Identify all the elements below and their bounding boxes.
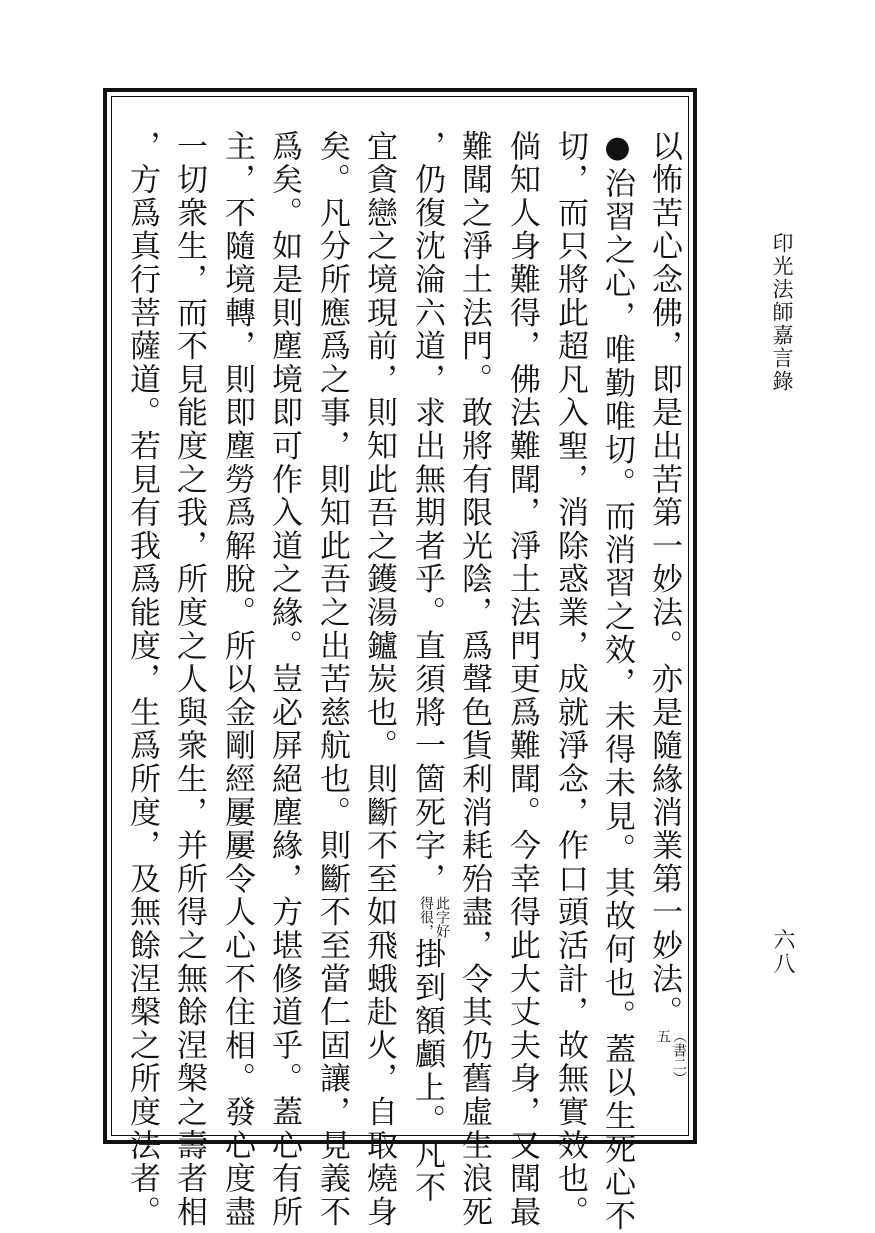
text-column-3 xyxy=(547,130,593,1229)
text-column-4 xyxy=(499,130,545,1229)
text-column-12 xyxy=(119,130,165,1229)
column-text: 一切衆生，而不見能度之我，所度之人與衆生，并所得之無餘涅槃之壽者相 xyxy=(171,130,207,1229)
text-column-2 xyxy=(594,130,640,1233)
inline-note: 此字好 得很， xyxy=(418,895,450,938)
column-text: 主，不隨境轉，則即塵勞爲解脫。所以金剛經屢屢令人心不住相。發心度盡 xyxy=(219,130,255,1229)
text-column-8 xyxy=(309,130,355,1229)
page-number: 六八 xyxy=(770,928,795,976)
column-text: ，方爲真行菩薩道。若見有我爲能度，生爲所度，及無餘涅槃之所度法者。 xyxy=(124,130,160,1229)
column-text: 以怖苦心念佛，即是出苦第一妙法。亦是隨緣消業第一妙法。 xyxy=(646,130,682,1030)
column-text: 難聞之淨土法門。敢將有限光陰，爲聲色貨利消耗殆盡，令其仍舊虛生浪死 xyxy=(456,130,492,1229)
column-text: 掛到額顱上。凡不 xyxy=(409,937,445,1205)
text-column-11 xyxy=(166,130,212,1229)
column-text: 爲矣。如是則塵境即可作入道之緣。豈必屏絕塵緣，方堪修道乎。蓋心有所 xyxy=(266,130,302,1229)
column-text: ，仍復沈淪六道，求出無期者乎。直須將一箇死字， xyxy=(409,130,445,896)
column-text: 矣。凡分所應爲之事，則知此吾之出苦慈航也。則斷不至當仁固讓，見義不 xyxy=(314,130,350,1229)
column-text: 切，而只將此超凡入聖，消除惑業，成就淨念，作口頭活計，故無實效也。 xyxy=(552,130,588,1229)
text-column-7 xyxy=(356,130,402,1229)
text-column-6 xyxy=(404,130,450,1204)
text-column-1 xyxy=(641,130,687,1085)
column-text: 宜貪戀之境現前，則知此吾之鑊湯鑪炭也。則斷不至如飛蛾赴火，自取燒身 xyxy=(361,130,397,1229)
source-note: （書二） 五 xyxy=(655,1029,687,1086)
text-column-10 xyxy=(214,130,260,1229)
text-column-5 xyxy=(451,130,497,1229)
bullet-icon: ● xyxy=(600,130,635,168)
running-header: 印光法師嘉言錄 xyxy=(770,232,794,393)
column-text: 倘知人身難得，佛法難聞，淨土法門更爲難聞。今幸得此大丈夫身，又聞最 xyxy=(504,130,540,1229)
text-column-9 xyxy=(261,130,307,1229)
column-text: 治習之心，唯勤唯切。而消習之效，未得未見。其故何也。蓋以生死心不 xyxy=(599,167,635,1233)
